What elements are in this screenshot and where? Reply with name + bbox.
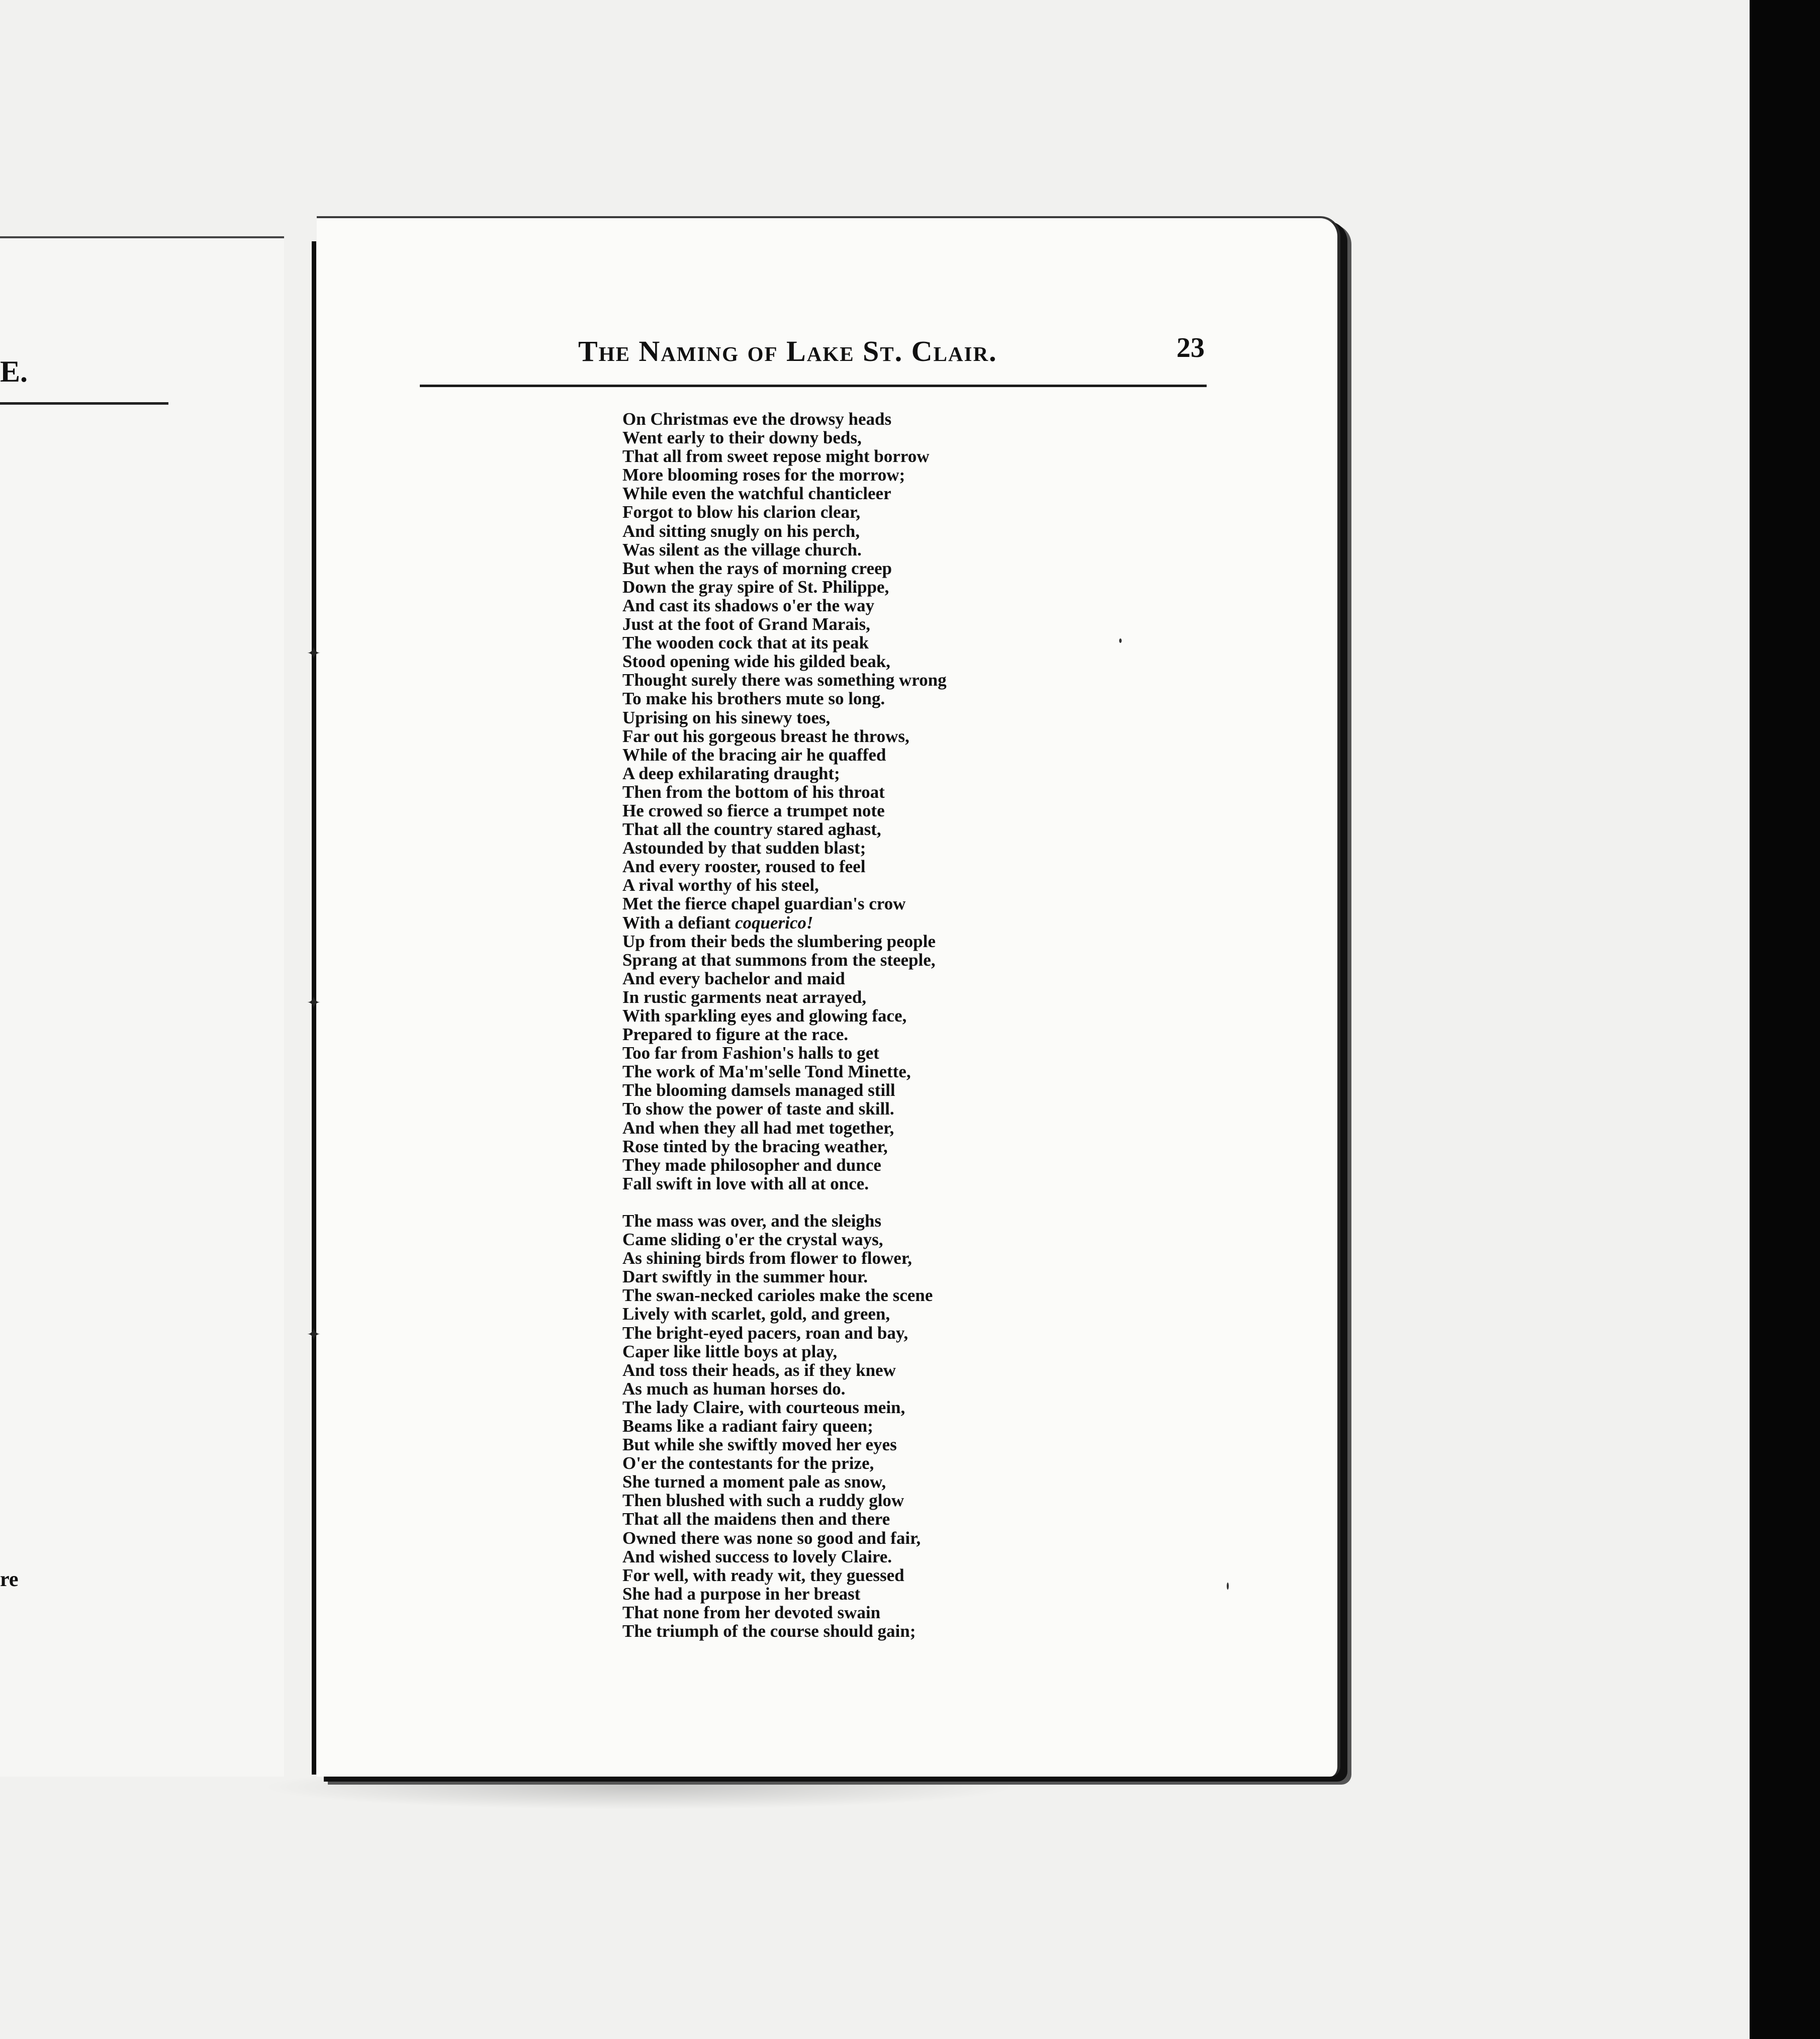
poem-stanza — [622, 410, 1125, 1193]
poem-line: Sprang at that summons from the steeple, — [622, 950, 936, 970]
poem-line: The mass was over, and the sleighs — [622, 1211, 882, 1231]
running-head: The Naming of Lake St. Clair. — [578, 335, 997, 367]
poem-line: That all from sweet repose might borrow — [622, 446, 930, 467]
poem-line: Thought surely there was something wrong — [622, 670, 947, 690]
poem-line: Astounded by that sudden blast; — [622, 838, 866, 858]
poem-line: And when they all had met together, — [622, 1118, 894, 1138]
left-page-heading-rule — [0, 402, 168, 405]
poem-line: But while she swiftly moved her eyes — [622, 1435, 897, 1455]
binding-stitch-icon: ✦ — [306, 993, 321, 1013]
poem-line: He crowed so fierce a trumpet note — [622, 800, 885, 820]
poem-line: The bright-eyed pacers, roan and bay, — [622, 1323, 908, 1343]
left-page-text-fragment: re — [0, 1568, 19, 1591]
poem-line: The lady Claire, with courteous mein, — [622, 1397, 905, 1417]
poem-line: The blooming damsels managed still — [622, 1080, 895, 1100]
binding-stitch-icon: ✦ — [306, 643, 321, 664]
poem-line: And toss their heads, as if they knew — [622, 1360, 896, 1380]
poem-line: Stood opening wide his gilded beak, — [622, 652, 890, 672]
poem-line: While even the watchful chanticleer — [622, 484, 891, 504]
poem-line: Then blushed with such a ruddy glow — [622, 1491, 904, 1511]
poem-stanza — [622, 1212, 1125, 1640]
poem-line: On Christmas eve the drowsy heads — [622, 409, 892, 429]
poem-line: And every rooster, roused to feel — [622, 857, 866, 877]
poem-line: Down the gray spire of St. Philippe, — [622, 577, 889, 597]
poem-line: Then from the bottom of his throat — [622, 782, 885, 802]
poem-line: That all the country stared aghast, — [622, 819, 881, 840]
poem-line: To show the power of taste and skill. — [622, 1099, 894, 1119]
poem-line: And sitting snugly on his perch, — [622, 521, 860, 541]
poem-line: Went early to their downy beds, — [622, 428, 862, 448]
poem-line: Just at the foot of Grand Marais, — [622, 614, 870, 634]
poem-line: Caper like little boys at play, — [622, 1341, 838, 1361]
poem-line: And wished success to lovely Claire. — [622, 1546, 892, 1566]
poem-line: Too far from Fashion's halls to get — [622, 1043, 879, 1063]
poem-line: The triumph of the course should gain; — [622, 1621, 916, 1641]
running-head-rule — [420, 385, 1207, 387]
poem-line: A rival worthy of his steel, — [622, 875, 819, 895]
poem-line: That all the maidens then and there — [622, 1509, 890, 1529]
poem-line: With sparkling eyes and glowing face, — [622, 1006, 907, 1026]
poem-line: She had a purpose in her breast — [622, 1584, 861, 1604]
poem-line: A deep exhilarating draught; — [622, 763, 840, 783]
poem-line: For well, with ready wit, they guessed — [622, 1565, 904, 1585]
poem-line: The swan-necked carioles make the scene — [622, 1285, 933, 1306]
poem-line: Met the fierce chapel guardian's crow — [622, 894, 906, 914]
poem-line: Lively with scarlet, gold, and green, — [622, 1304, 890, 1324]
poem-line: Came sliding o'er the crystal ways, — [622, 1230, 883, 1250]
poem-line: In rustic garments neat arrayed, — [622, 987, 867, 1007]
poem-line: The work of Ma'm'selle Tond Minette, — [622, 1062, 911, 1082]
page-number: 23 — [1176, 332, 1205, 363]
poem-line: Forgot to blow his clarion clear, — [622, 502, 861, 522]
poem-line: As much as human horses do. — [622, 1378, 846, 1399]
poem-line: O'er the contestants for the prize, — [622, 1453, 874, 1473]
italic-word: coquerico! — [735, 912, 813, 933]
poem-line: Uprising on his sinewy toes, — [622, 707, 831, 727]
poem-body — [622, 410, 1125, 1640]
scan-speck — [1119, 638, 1122, 643]
poem-line: Up from their beds the slumbering people — [622, 931, 936, 951]
poem-line: Far out his gorgeous breast he throws, — [622, 726, 909, 746]
poem-line: Prepared to figure at the race. — [622, 1025, 849, 1045]
poem-line: That none from her devoted swain — [622, 1602, 881, 1622]
poem-line: And every bachelor and maid — [622, 968, 845, 988]
poem-line: Owned there was none so good and fair, — [622, 1528, 921, 1548]
poem-line: But when the rays of morning creep — [622, 558, 892, 578]
poem-line: To make his brothers mute so long. — [622, 689, 885, 709]
poem-line: Fall swift in love with all at once. — [622, 1173, 869, 1193]
poem-line: They made philosopher and dunce — [622, 1155, 881, 1175]
poem-line: As shining birds from flower to flower, — [622, 1248, 912, 1268]
poem-line: The wooden cock that at its peak — [622, 633, 869, 653]
scanner-border — [1750, 0, 1820, 2039]
poem-line: Beams like a radiant fairy queen; — [622, 1416, 873, 1436]
binding-stitch-icon: ✦ — [306, 1325, 321, 1345]
poem-line: Rose tinted by the bracing weather, — [622, 1136, 888, 1156]
poem-line: Was silent as the village church. — [622, 539, 862, 560]
scan-speck — [1227, 1583, 1229, 1590]
left-page-heading-fragment: E. — [0, 355, 28, 388]
poem-line: While of the bracing air he quaffed — [622, 745, 886, 765]
left-page — [0, 236, 284, 1777]
poem-line: She turned a moment pale as snow, — [622, 1472, 886, 1492]
poem-line: More blooming roses for the morrow; — [622, 465, 905, 485]
poem-line: Dart swiftly in the summer hour. — [622, 1267, 868, 1287]
poem-line: And cast its shadows o'er the way — [622, 595, 875, 615]
poem-line: With a defiant coquerico! — [622, 912, 813, 933]
